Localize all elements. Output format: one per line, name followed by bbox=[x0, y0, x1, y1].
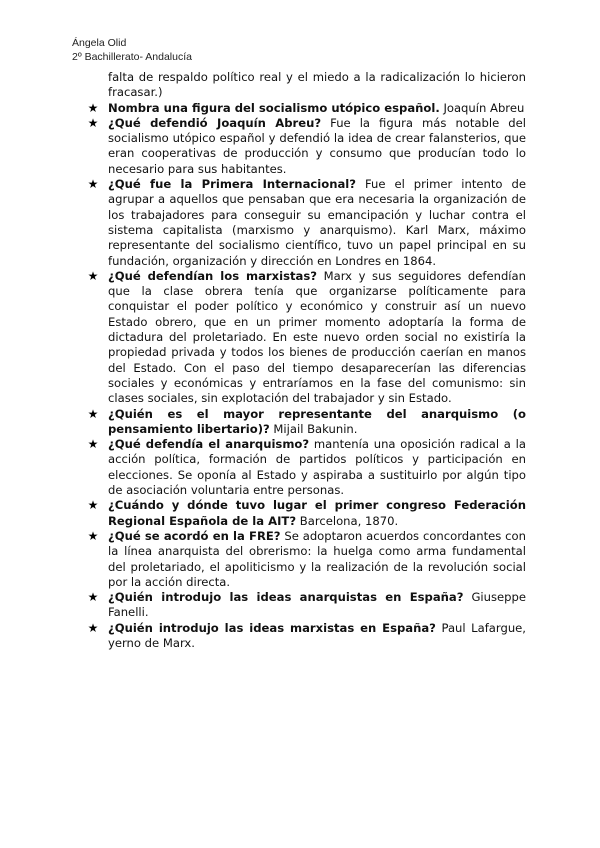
star-bullet-icon: ★ bbox=[87, 528, 99, 543]
answer: Barcelona, 1870. bbox=[299, 513, 399, 528]
star-bullet-icon: ★ bbox=[87, 437, 99, 452]
star-bullet-icon: ★ bbox=[87, 268, 99, 283]
star-bullet-icon: ★ bbox=[87, 100, 99, 115]
list-item bbox=[84, 407, 526, 438]
answer: Joaquín Abreu bbox=[443, 100, 525, 115]
question: ¿Qué defendía el anarquismo? bbox=[108, 437, 310, 452]
list-item bbox=[84, 437, 526, 498]
question: ¿Quién introdujo las ideas anarquistas en España? bbox=[108, 590, 464, 605]
list-item bbox=[84, 590, 526, 621]
question: ¿Cuándo y dónde tuvo lugar el primer congreso Federación Regional Española de la AIT? bbox=[108, 498, 526, 528]
question: ¿Qué se acordó en la FRE? bbox=[108, 528, 281, 543]
question: ¿Quién es el mayor representante del anarquismo (o pensamiento libertario)? bbox=[108, 406, 526, 436]
question: Nombra una figura del socialismo utópico español. bbox=[108, 100, 440, 115]
continuation-text: falta de respaldo político real y el miedo a la radicalización lo hicieron fracasar.) bbox=[108, 70, 526, 100]
answer: Fue el primer intento de agrupar a aquellos que pensaban que era necesaria la organización de los trabajadores para conseguir su emancipación y luchar contra el sistema capitalista (marxismo y anarquismo). Karl Marx, máximo representante del socialismo científico, tuvo un papel principal en su fundación, organización y dirección en Londres en 1864. bbox=[108, 177, 526, 268]
list-item bbox=[84, 177, 526, 269]
answer: mantenía una oposición radical a la acción política, formación de partidos políticos y participación en elecciones. Se oponía al Estado y aspiraba a sustituirlo por algún tipo de asociación voluntaria entre personas. bbox=[108, 437, 526, 498]
list-item bbox=[84, 498, 526, 529]
list-item bbox=[84, 529, 526, 590]
answer: Paul Lafargue, yerno de Marx. bbox=[108, 620, 526, 650]
answer: Se adoptaron acuerdos concordantes con la línea anarquista del obrerismo: la huelga como arma fundamental del proletariado, el apoliticismo y la realización de la revolución social por la acción directa. bbox=[108, 528, 526, 589]
question: ¿Quién introdujo las ideas marxistas en España? bbox=[108, 620, 436, 635]
star-bullet-icon: ★ bbox=[87, 620, 99, 635]
question-list bbox=[84, 70, 526, 651]
answer: Marx y sus seguidores defendían que la clase obrera tenía que organizarse políticamente para conquistar el poder político y económico y construir así un nuevo Estado obrero, que en un primer momento adoptaría la forma de dictadura del proletariado. En este nuevo orden social no existiría la propiedad privada y todos los bienes de producción caerían en manos del Estado. Con el paso del tiempo desaparecerían las diferencias sociales y económicas y entraríamos en la fase del comunismo: sin clases sociales, sin explotación del trabajador y sin Estado. bbox=[108, 268, 526, 406]
question: ¿Qué defendió Joaquín Abreu? bbox=[108, 115, 322, 130]
answer: Giuseppe Fanelli. bbox=[108, 590, 527, 620]
star-bullet-icon: ★ bbox=[87, 406, 99, 421]
answer: Mijail Bakunin. bbox=[273, 421, 358, 436]
course-name: 2º Bachillerato- Andalucía bbox=[72, 51, 192, 63]
list-item bbox=[84, 269, 526, 407]
author-name: Ángela Olid bbox=[72, 37, 127, 49]
star-bullet-icon: ★ bbox=[87, 115, 99, 130]
list-item bbox=[84, 621, 526, 652]
list-item bbox=[84, 116, 526, 177]
page-header bbox=[72, 36, 192, 64]
list-item bbox=[84, 101, 526, 116]
question: ¿Qué defendían los marxistas? bbox=[108, 268, 317, 283]
question: ¿Qué fue la Primera Internacional? bbox=[108, 177, 356, 192]
star-bullet-icon: ★ bbox=[87, 590, 99, 605]
star-bullet-icon: ★ bbox=[87, 498, 99, 513]
answer: Fue la figura más notable del socialismo utópico español y defendió la idea de crear falansterios, que eran cooperativas de producción y consumo que producían todo lo necesario para sus habitantes. bbox=[108, 115, 526, 176]
star-bullet-icon: ★ bbox=[87, 177, 99, 192]
